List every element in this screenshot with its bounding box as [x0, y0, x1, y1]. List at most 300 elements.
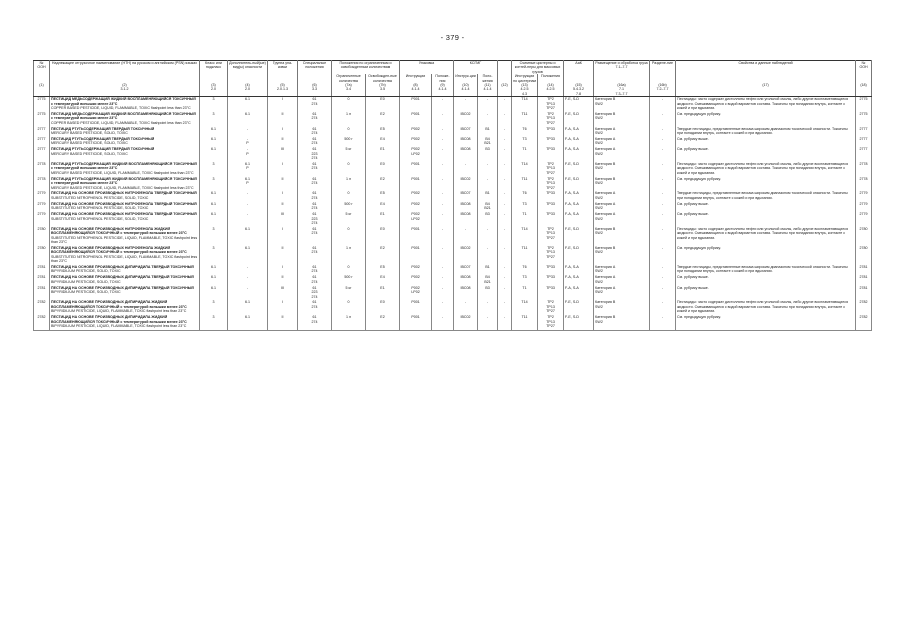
excepted-quantity: E5: [366, 265, 400, 275]
column-number: [400, 83, 432, 97]
subsidiary-risk: - P: [228, 137, 268, 147]
un-number: 2777: [34, 127, 50, 137]
column-number: [268, 83, 298, 97]
shipping-name-en: SUBSTITUTED NITROPHENOL PESTICIDE, SOLID, TOXIC: [51, 216, 149, 221]
ibc-provision: B1: [478, 191, 498, 201]
column-reference: 3.4: [346, 87, 351, 92]
shipping-name: [50, 265, 200, 275]
table-row: [34, 112, 872, 127]
packing-instruction: P002: [400, 265, 432, 275]
excepted-quantity: E1: [366, 147, 400, 162]
ibc-instruction: -: [454, 162, 478, 177]
special-provisions: 61 274: [298, 162, 332, 177]
shipping-name: [50, 191, 200, 201]
special-provisions: 61 274: [298, 246, 332, 265]
un-number-right: 2778: [856, 162, 872, 177]
shipping-name: [50, 127, 200, 137]
properties: См. рубрику выше.: [676, 137, 856, 147]
column-number-label: (18): [860, 83, 867, 88]
class: 3: [200, 162, 228, 177]
table-row: [34, 137, 872, 147]
shipping-name-ru: ПЕСТИЦИД НА ОСНОВЕ ПРОИЗВОДНЫХ НИТРОФЕНОЛА ЖИДКИЙ ВОСПЛАМЕНЯЮЩИЙСЯ ТОКСИЧНЫЙ с температурой вспышки менее 23°C: [51, 226, 187, 236]
shipping-name: [50, 212, 200, 227]
segregation: -: [650, 97, 676, 112]
ibc-instruction: IBC08: [454, 275, 478, 285]
class: 6.1: [200, 275, 228, 285]
column-reference: 4.2.5: [546, 87, 555, 92]
subsidiary-risk: 6.1: [228, 246, 268, 265]
shipping-name: [50, 275, 200, 285]
un-number-right: 2781: [856, 275, 872, 285]
shipping-name: [50, 147, 200, 162]
column-number: [564, 83, 594, 97]
stowage: Категория А SW2: [594, 191, 650, 201]
ems: F-A, S-A: [564, 286, 594, 301]
packing-provision: -: [432, 162, 454, 177]
shipping-name-en: COPPER BASED PESTICIDE, LIQUID, FLAMMABLE, TOXIC flashpoint less than 23°C: [51, 106, 191, 111]
limited-quantity: 0: [332, 265, 366, 275]
un-number-right: 2778: [856, 177, 872, 192]
header-properties: Свойства и данные наблюдений: [676, 61, 856, 84]
packing-group: I: [268, 300, 298, 315]
limited-quantity: 500 г: [332, 137, 366, 147]
excepted-quantity: E2: [366, 112, 400, 127]
column-number: [676, 83, 856, 97]
ibc-provision: -: [478, 97, 498, 112]
segregation: -: [650, 227, 676, 246]
packing-provision: -: [432, 275, 454, 285]
column-reference: 2.0: [211, 87, 216, 92]
limited-quantity: 1 л: [332, 246, 366, 265]
stowage: Категория В SW2: [594, 112, 650, 127]
column-number-label: (3): [211, 83, 216, 88]
tank-provision: TP2 TP13 TP27: [538, 315, 564, 330]
header-segregation: Разделе-ние: [650, 61, 676, 84]
packing-instruction: P001: [400, 227, 432, 246]
packing-instruction: P001: [400, 112, 432, 127]
blank-cell: -: [498, 286, 512, 301]
shipping-name-en: MERCURY BASED PESTICIDE, SOLID, TOXIC: [51, 131, 128, 136]
packing-group: III: [268, 147, 298, 162]
shipping-name-en: BIPYRIDILIUM PESTICIDE, LIQUID, FLAMMABLE, TOXIC flashpoint less than 23°C: [51, 323, 187, 328]
properties: См. рубрику выше.: [676, 147, 856, 162]
limited-quantity: 5 кг: [332, 286, 366, 301]
packing-instruction: P002: [400, 191, 432, 201]
tank-instruction: T3: [512, 275, 538, 285]
tank-instruction: T1: [512, 286, 538, 301]
table-row: [34, 202, 872, 212]
ibc-instruction: IBC02: [454, 177, 478, 192]
packing-provision: -: [432, 265, 454, 275]
header-shipping-name: Надлежащее отгрузочное наименование (НТН) на русском и английском (PSN) языках: [50, 61, 200, 84]
tank-provision: TP2 TP13 TP27: [538, 177, 564, 192]
subsidiary-risk: -: [228, 212, 268, 227]
table-row: [34, 212, 872, 227]
tank-instruction: T14: [512, 227, 538, 246]
header-packaging: Упаковка: [400, 61, 454, 75]
limited-quantity: 0: [332, 227, 366, 246]
table-row: [34, 177, 872, 192]
column-reference: 2.0: [245, 87, 250, 92]
special-provisions: 61 274: [298, 191, 332, 201]
segregation: -: [650, 191, 676, 201]
table-row: [34, 127, 872, 137]
packing-provision: -: [432, 246, 454, 265]
column-reference: 3.1.2: [120, 87, 129, 92]
properties: Пестициды: часто содержат дистилляты нефти или угольной смолы, либо другие воспламеняющиеся жидкости. Смешивающиеся с водой вариантов состава. Токсичны при попадании внутрь, контакте с кожей и при вдыхании.: [676, 162, 856, 177]
header-tanks: Съемные цистерны и контей-неры для массовых грузов: [512, 61, 564, 75]
tank-instruction: T11: [512, 246, 538, 265]
special-provisions: 61 274: [298, 227, 332, 246]
dangerous-goods-table: [33, 60, 872, 331]
excepted-quantity: E1: [366, 212, 400, 227]
column-number: [332, 83, 366, 97]
tank-instruction: T14: [512, 97, 538, 112]
blank-cell: -: [498, 212, 512, 227]
special-provisions: 61 274: [298, 300, 332, 315]
ibc-provision: B4 B21: [478, 137, 498, 147]
subsidiary-risk: 6.1: [228, 227, 268, 246]
packing-instruction: P001: [400, 246, 432, 265]
un-number: 2781: [34, 265, 50, 275]
stowage: Категория А SW2: [594, 265, 650, 275]
column-number-label: (15): [575, 83, 582, 88]
shipping-name: [50, 112, 200, 127]
tank-instruction: T11: [512, 112, 538, 127]
ibc-provision: B3: [478, 286, 498, 301]
column-reference: 7.2–7.7: [656, 87, 669, 92]
class: 6.1: [200, 191, 228, 201]
packing-instruction: P001: [400, 300, 432, 315]
limited-quantity: 0: [332, 191, 366, 201]
un-number-right: 2779: [856, 212, 872, 227]
blank-cell: -: [498, 246, 512, 265]
class: 3: [200, 177, 228, 192]
shipping-name-en: SUBSTITUTED NITROPHENOL PESTICIDE, LIQUID, FLAMMABLE, TOXIC flashpoint less than 23°C: [51, 254, 198, 264]
ibc-provision: -: [478, 246, 498, 265]
tank-provision: TP2 TP13 TP27: [538, 112, 564, 127]
limited-quantity: 5 кг: [332, 212, 366, 227]
un-number-right: 2780: [856, 246, 872, 265]
excepted-quantity: E0: [366, 300, 400, 315]
ems: F-E, S-D: [564, 300, 594, 315]
stowage: Категория В SW2: [594, 97, 650, 112]
un-number: 2781: [34, 275, 50, 285]
header-un-number: № ООН: [34, 61, 50, 84]
ibc-instruction: -: [454, 227, 478, 246]
shipping-name: [50, 286, 200, 301]
properties: Пестициды: часто содержат дистилляты нефти или угольной смолы, либо другие воспламеняющиеся жидкости. Смешивающиеся с водой вариантов состава. Токсичны при попадании внутрь, контакте с кожей и при вдыхании.: [676, 300, 856, 315]
ems: F-E, S-D: [564, 315, 594, 330]
header-limited-excepted: Положения по ограниченным и освобожденным количествам: [332, 61, 400, 75]
table-row: [34, 227, 872, 246]
packing-instruction: P002 LP02: [400, 147, 432, 162]
subheader-tank-instructions: Инструкции по цистернам: [513, 74, 536, 83]
shipping-name: [50, 97, 200, 112]
stowage: Категория А SW2: [594, 212, 650, 227]
properties: См. предыдущую рубрику.: [676, 315, 856, 330]
un-number-right: 2779: [856, 191, 872, 201]
blank-cell: -: [498, 97, 512, 112]
blank-cell: -: [498, 177, 512, 192]
blank-cell: -: [498, 191, 512, 201]
subheader-ibc-provisions: Поло-жения: [478, 74, 498, 83]
ems: F-A, S-A: [564, 191, 594, 201]
blank-cell: -: [498, 202, 512, 212]
blank-cell: -: [498, 300, 512, 315]
ibc-provision: -: [478, 177, 498, 192]
ems: F-E, S-D: [564, 177, 594, 192]
packing-group: III: [268, 212, 298, 227]
shipping-name-en: SUBSTITUTED NITROPHENOL PESTICIDE, LIQUID, FLAMMABLE, TOXIC flashpoint less than 23°C: [51, 235, 198, 245]
class: 6.1: [200, 202, 228, 212]
segregation: -: [650, 147, 676, 162]
blank-cell: -: [498, 275, 512, 285]
special-provisions: 61 274: [298, 127, 332, 137]
properties: См. рубрику выше.: [676, 202, 856, 212]
table-row: [34, 275, 872, 285]
column-number: [538, 83, 564, 97]
shipping-name-ru: ПЕСТИЦИД НА ОСНОВЕ ПРОИЗВОДНЫХ ДИПИРИДИЛА ЖИДКИЙ ВОСПЛАМЕНЯЮЩИЙСЯ ТОКСИЧНЫЙ с температурой вспышки менее 23°C: [51, 300, 187, 309]
blank-cell: -: [498, 265, 512, 275]
shipping-name-ru: ПЕСТИЦИД НА ОСНОВЕ ПРОИЗВОДНЫХ НИТРОФЕНОЛА ТВЕРДЫЙ ТОКСИЧНЫЙ: [51, 201, 197, 206]
segregation: -: [650, 246, 676, 265]
tank-provision: TP2 TP13 TP27: [538, 227, 564, 246]
subheader-pack-provisions: Положе-ния: [432, 74, 454, 83]
ems: F-A, S-A: [564, 265, 594, 275]
column-number-label: (6): [312, 83, 317, 88]
ibc-provision: -: [478, 162, 498, 177]
shipping-name-ru: ПЕСТИЦИД НА ОСНОВЕ ПРОИЗВОДНЫХ НИТРОФЕНОЛА ТВЕРДЫЙ ТОКСИЧНЫЙ: [51, 191, 197, 196]
excepted-quantity: E4: [366, 275, 400, 285]
stowage: Категория А SW2: [594, 137, 650, 147]
segregation: -: [650, 300, 676, 315]
excepted-quantity: E2: [366, 315, 400, 330]
packing-provision: -: [432, 147, 454, 162]
class: 3: [200, 300, 228, 315]
shipping-name-ru: ПЕСТИЦИД РТУТЬСОДЕРЖАЩИЙ ТВЕРДЫЙ ТОКСИЧНЫЙ: [51, 126, 155, 131]
blank-cell: -: [498, 137, 512, 147]
packing-group: I: [268, 127, 298, 137]
ems: F-E, S-D: [564, 162, 594, 177]
packing-group: II: [268, 275, 298, 285]
shipping-name-ru: ПЕСТИЦИД НА ОСНОВЕ ПРОИЗВОДНЫХ ДИПИРИДИЛА ЖИДКИЙ ВОСПЛАМЕНЯЮЩИЙСЯ ТОКСИЧНЫЙ с температурой вспышки менее 23°C: [51, 315, 187, 324]
stowage: Категория В SW2: [594, 177, 650, 192]
column-number-row: [34, 83, 872, 97]
tank-instruction: T6: [512, 127, 538, 137]
subheader-ibc-instructions: Инструк-ции: [454, 74, 478, 83]
column-reference: 5.4.3.2 7.8: [573, 87, 585, 96]
excepted-quantity: E4: [366, 202, 400, 212]
class: 6.1: [200, 127, 228, 137]
un-number: 2780: [34, 246, 50, 265]
stowage: Категория А SW2: [594, 286, 650, 301]
shipping-name: [50, 315, 200, 330]
table-row: [34, 315, 872, 330]
column-number-label: (9): [440, 83, 445, 88]
packing-group: II: [268, 202, 298, 212]
column-number: [34, 83, 50, 97]
tank-instruction: T11: [512, 315, 538, 330]
shipping-name: [50, 246, 200, 265]
column-number-label: (17): [762, 83, 769, 88]
segregation: -: [650, 315, 676, 330]
column-reference: 3.5: [380, 87, 385, 92]
segregation: -: [650, 112, 676, 127]
ibc-provision: -: [478, 315, 498, 330]
properties: См. предыдущую рубрику.: [676, 112, 856, 127]
tank-provision: TP2 TP13 TP27: [538, 246, 564, 265]
tank-provision: TP33: [538, 202, 564, 212]
tank-instruction: T11: [512, 177, 538, 192]
un-number: 2779: [34, 191, 50, 201]
shipping-name: [50, 300, 200, 315]
column-number-label: (16b): [658, 83, 667, 88]
column-number-label: (1): [39, 83, 44, 88]
tank-instruction: T14: [512, 300, 538, 315]
ibc-instruction: IBC02: [454, 112, 478, 127]
column-reference: 3.3: [312, 87, 317, 92]
stowage: Категория А SW2: [594, 275, 650, 285]
tank-provision: TP33: [538, 127, 564, 137]
excepted-quantity: E0: [366, 227, 400, 246]
limited-quantity: 5 кг: [332, 147, 366, 162]
tank-instruction: T1: [512, 212, 538, 227]
packing-provision: -: [432, 137, 454, 147]
ems: F-E, S-D: [564, 97, 594, 112]
column-number-label: (10): [462, 83, 469, 88]
tank-instruction: T1: [512, 147, 538, 162]
stowage: Категория В SW2: [594, 162, 650, 177]
ibc-instruction: IBC02: [454, 246, 478, 265]
ibc-provision: B3: [478, 147, 498, 162]
subsidiary-risk: -: [228, 191, 268, 201]
un-number: 2782: [34, 300, 50, 315]
ibc-instruction: IBC08: [454, 212, 478, 227]
subsidiary-risk: -: [228, 202, 268, 212]
subsidiary-risk: -: [228, 127, 268, 137]
ibc-provision: -: [478, 112, 498, 127]
special-provisions: 61 274: [298, 137, 332, 147]
stowage: Категория В SW2: [594, 315, 650, 330]
un-number-right: 2777: [856, 127, 872, 137]
column-number-label: (16a): [617, 83, 626, 88]
properties: Пестициды: часто содержат дистилляты нефти или угольной смолы, либо другие воспламеняющиеся жидкости. Смешивающиеся с водой вариантов состава. Токсичны при попадании внутрь, контакте с кожей и при вдыхании.: [676, 97, 856, 112]
stowage: Категория А SW2: [594, 147, 650, 162]
properties: Пестициды: часто содержат дистилляты нефти или угольной смолы, либо другие воспламеняющиеся жидкости. Смешивающиеся с водой вариантов состава. Токсичны при попадании внутрь, контакте с кожей и при вдыхании.: [676, 227, 856, 246]
un-number-right: 2777: [856, 147, 872, 162]
packing-group: I: [268, 162, 298, 177]
class: 6.1: [200, 137, 228, 147]
un-number: 2782: [34, 315, 50, 330]
packing-group: II: [268, 112, 298, 127]
packing-instruction: P001: [400, 177, 432, 192]
header-class: Класс или подкласс: [200, 61, 228, 84]
ibc-instruction: IBC07: [454, 127, 478, 137]
ibc-provision: B3: [478, 212, 498, 227]
table-body: [34, 97, 872, 331]
tank-provision: TP33: [538, 212, 564, 227]
ibc-provision: B4 B21: [478, 202, 498, 212]
shipping-name-ru: ПЕСТИЦИД НА ОСНОВЕ ПРОИЗВОДНЫХ ДИПИРИДИЛА ТВЕРДЫЙ ТОКСИЧНЫЙ: [51, 275, 194, 280]
table-row: [34, 97, 872, 112]
ibc-instruction: -: [454, 300, 478, 315]
shipping-name-ru: ПЕСТИЦИД МЕДЬСОДЕРЖАЩИЙ ЖИДКИЙ ВОСПЛАМЕНЯЮЩИЙСЯ ТОКСИЧНЫЙ с температурой вспышки менее 23°C: [51, 111, 196, 121]
column-number-label: (5): [280, 83, 285, 88]
un-number: 2777: [34, 137, 50, 147]
shipping-name-en: MERCURY BASED PESTICIDE, SOLID, TOXIC: [51, 141, 128, 146]
un-number: 2779: [34, 212, 50, 227]
subheader-tank-provisions: Положения: [538, 74, 564, 83]
column-number: [432, 83, 454, 97]
excepted-quantity: E1: [366, 286, 400, 301]
shipping-name: [50, 162, 200, 177]
shipping-name: [50, 202, 200, 212]
header-subsidiary-risk: Дополнитель-ный(ые) вид(ы) опасности: [228, 61, 268, 84]
ems: F-E, S-D: [564, 112, 594, 127]
un-number-right: 2782: [856, 300, 872, 315]
tank-provision: TP33: [538, 191, 564, 201]
tank-instruction: T6: [512, 265, 538, 275]
shipping-name-ru: ПЕСТИЦИД МЕДЬСОДЕРЖАЩИЙ ЖИДКИЙ ВОСПЛАМЕНЯЮЩИЙСЯ ТОКСИЧНЫЙ с температурой вспышки менее 23°C: [51, 97, 196, 106]
ems: F-E, S-D: [564, 246, 594, 265]
class: 3: [200, 246, 228, 265]
ibc-provision: B1: [478, 265, 498, 275]
packing-provision: -: [432, 202, 454, 212]
header-blank-12: [498, 61, 512, 84]
limited-quantity: 0: [332, 162, 366, 177]
un-number-right: 2780: [856, 227, 872, 246]
properties: См. рубрику выше.: [676, 275, 856, 285]
properties: Твердые пестициды, представленные весьма широким диапазоном токсической опасности. Токсичны при попадании внутрь, контакте с кожей и при вдыхании.: [676, 265, 856, 275]
tank-instruction: T3: [512, 202, 538, 212]
special-provisions: 61 223 274: [298, 212, 332, 227]
packing-provision: -: [432, 112, 454, 127]
packing-group: II: [268, 315, 298, 330]
shipping-name-en: BIPYRIDILIUM PESTICIDE, SOLID, TOXIC: [51, 279, 121, 284]
segregation: -: [650, 265, 676, 275]
limited-quantity: 0: [332, 97, 366, 112]
subsidiary-risk: 6.1 P: [228, 177, 268, 192]
shipping-name-en: MERCURY BASED PESTICIDE, LIQUID, FLAMMABLE, TOXIC flashpoint less than 23°C: [51, 170, 194, 175]
class: 6.1: [200, 286, 228, 301]
limited-quantity: 500 г: [332, 202, 366, 212]
un-number-right: 2782: [856, 315, 872, 330]
ibc-provision: B4 B21: [478, 275, 498, 285]
special-provisions: 61 223 274: [298, 147, 332, 162]
segregation: -: [650, 127, 676, 137]
stowage: Категория В SW2: [594, 246, 650, 265]
shipping-name-ru: ПЕСТИЦИД НА ОСНОВЕ ПРОИЗВОДНЫХ НИТРОФЕНОЛА ТВЕРДЫЙ ТОКСИЧНЫЙ: [51, 212, 197, 217]
class: 6.1: [200, 212, 228, 227]
column-number: [478, 83, 498, 97]
subsidiary-risk: -: [228, 265, 268, 275]
limited-quantity: 0: [332, 300, 366, 315]
limited-quantity: 500 г: [332, 275, 366, 285]
packing-provision: -: [432, 300, 454, 315]
packing-instruction: P002: [400, 137, 432, 147]
limited-quantity: 1 л: [332, 177, 366, 192]
blank-cell: -: [498, 127, 512, 137]
ibc-instruction: IBC02: [454, 315, 478, 330]
special-provisions: 61 274: [298, 265, 332, 275]
ibc-instruction: -: [454, 97, 478, 112]
packing-provision: -: [432, 286, 454, 301]
special-provisions: 61 274: [298, 177, 332, 192]
packing-group: II: [268, 177, 298, 192]
stowage: Категория А SW2: [594, 202, 650, 212]
un-number: 2781: [34, 286, 50, 301]
